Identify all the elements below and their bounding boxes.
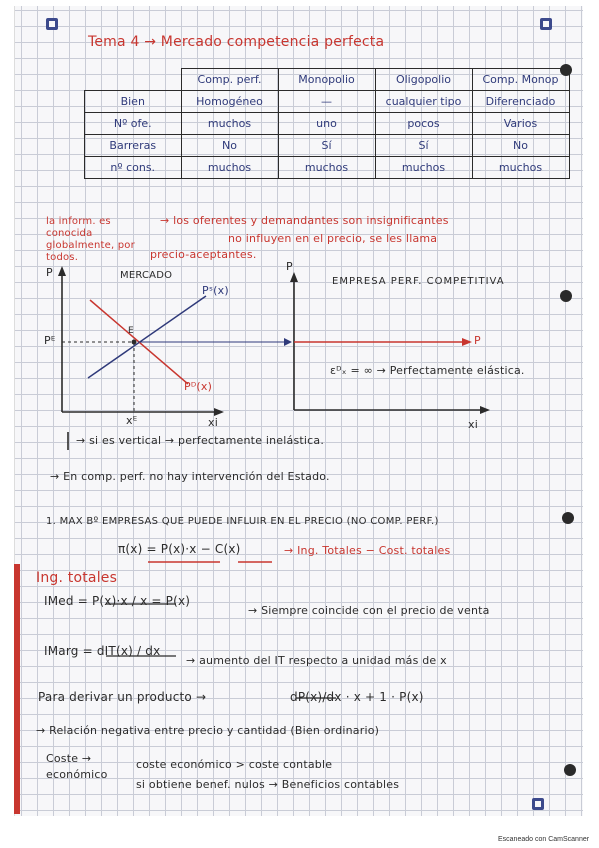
table-cell: Sí <box>375 135 472 157</box>
table-cell: Diferenciado <box>472 91 569 113</box>
firm-y-axis-label: P <box>286 260 293 273</box>
row-label: Barreras <box>85 135 182 157</box>
x-axis-arrow-icon <box>214 408 224 416</box>
table-column-header: Oligopolio <box>375 69 472 91</box>
table-cell: uno <box>278 113 375 135</box>
table-column-header: Comp. perf. <box>181 69 278 91</box>
row-label: Nº ofe. <box>85 113 182 135</box>
quantity-label: xᴱ <box>126 414 138 427</box>
profit-note: → Ing. Totales − Cost. totales <box>284 544 451 557</box>
img-equation: IMarg = dIT(x) / dx <box>44 644 161 658</box>
table-cell: Varios <box>472 113 569 135</box>
info-note-left: la inform. es conocida globalmente, por todos. <box>46 216 135 263</box>
scanner-watermark: Escaneado con CamScanner <box>498 836 590 843</box>
relation-note: → Relación negativa entre precio y cantidad (Bien ordinario) <box>36 724 380 737</box>
table-cell: No <box>472 135 569 157</box>
derive-equation: dP(x)/dx · x + 1 · P(x) <box>290 690 424 704</box>
imed-equation: IMed = P(x)·x / x = P(x) <box>44 594 191 608</box>
cost-note: coste económico > coste contable <box>136 758 333 771</box>
table-cell: pocos <box>375 113 472 135</box>
section-title: 1. MAX Bº EMPRESAS QUE PUEDE INFLUIR EN EL PRECIO (NO COMP. PERF.) <box>46 516 439 527</box>
firm-price-label: P <box>474 334 481 347</box>
supply-label: Pˢ(x) <box>202 284 229 297</box>
arrow-icon <box>462 338 472 346</box>
equilibrium-point <box>132 340 137 345</box>
firm-graph-title: EMPRESA PERF. COMPETITIVA <box>332 276 505 287</box>
price-label: Pᴱ <box>44 334 56 347</box>
profit-equation: π(x) = P(x)·x − C(x) <box>118 542 241 556</box>
table-cell: muchos <box>181 157 278 179</box>
img-note: → aumento del IT respecto a unidad más de x <box>186 654 447 667</box>
table-column-header: Comp. Monop <box>472 69 569 91</box>
table-cell: muchos <box>278 157 375 179</box>
cost-label: económico <box>46 768 108 781</box>
table-cell: muchos <box>472 157 569 179</box>
graph-title: MERCADO <box>120 270 173 281</box>
row-label: Bien <box>85 91 182 113</box>
table-cell: Sí <box>278 135 375 157</box>
row-label: nº cons. <box>85 157 182 179</box>
cost-note: si obtiene benef. nulos → Beneficios contables <box>136 778 400 791</box>
demand-label: Pᴰ(x) <box>184 380 213 393</box>
supply-curve <box>88 296 206 378</box>
info-note-line: no influyen en el precio, se les llama <box>228 232 438 245</box>
table-cell: cualquier tipo <box>375 91 472 113</box>
info-note-line: → los oferentes y demandantes son insignificantes <box>160 214 449 227</box>
cost-label: Coste → <box>46 752 92 765</box>
elasticity-note: εᴰₓ = ∞ → Perfectamente elástica. <box>330 364 525 377</box>
firm-x-axis-label: xi <box>468 418 478 431</box>
equilibrium-label: E <box>128 326 134 336</box>
x-axis-arrow-icon <box>480 406 490 414</box>
table-cell: — <box>278 91 375 113</box>
derive-label: Para derivar un producto → <box>38 690 207 704</box>
y-axis-label: P <box>46 266 53 279</box>
y-axis-arrow-icon <box>58 266 66 276</box>
table-cell: muchos <box>375 157 472 179</box>
table-cell: muchos <box>181 113 278 135</box>
state-note: → En comp. perf. no hay intervención del Estado. <box>50 470 330 483</box>
table-column-header: Monopolio <box>278 69 375 91</box>
page-title: Tema 4 → Mercado competencia perfecta <box>88 34 385 50</box>
table-cell: No <box>181 135 278 157</box>
info-note-line: precio-aceptantes. <box>150 248 257 261</box>
vertical-note: → si es vertical → perfectamente inelástica. <box>76 434 325 447</box>
table-cell: Homogéneo <box>181 91 278 113</box>
ingresos-title: Ing. totales <box>36 570 118 586</box>
arrow-icon <box>284 338 292 346</box>
x-axis-label: xi <box>208 416 218 429</box>
imed-note: → Siempre coincide con el precio de venta <box>248 604 490 617</box>
y-axis-arrow-icon <box>290 272 298 282</box>
